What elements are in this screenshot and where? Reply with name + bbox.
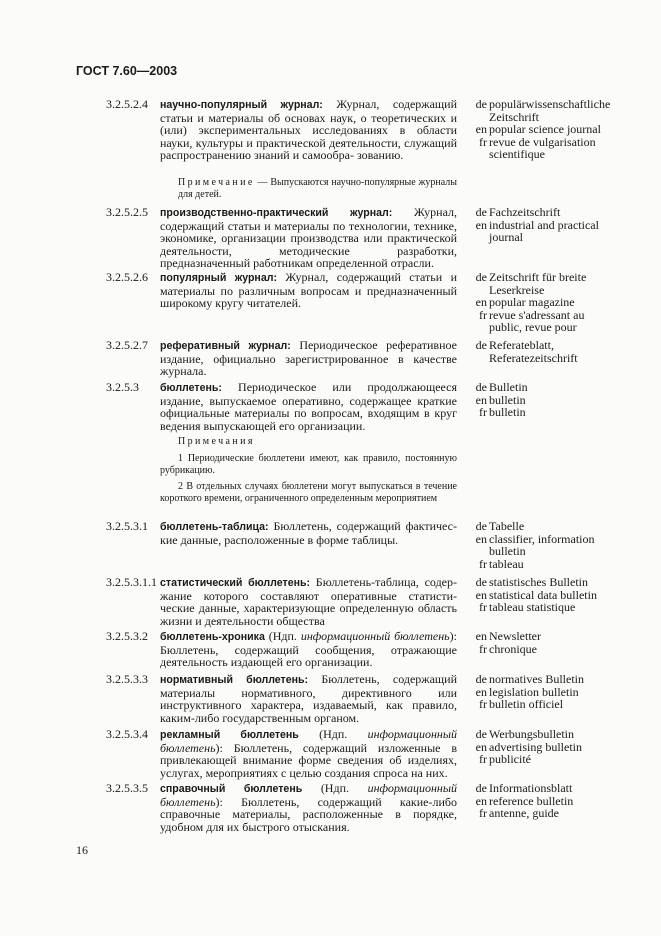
note: 2 В отдельных случаях бюллетени могут выпускаться в течение короткого времени, ограниченного определенным мероприятием	[160, 481, 457, 504]
translations: Fachzeitschrift industrial and practical journal	[489, 205, 599, 245]
translations: Referateblatt, Referatezeitschrift	[489, 338, 578, 365]
entry-term: справочный бюллетень	[160, 783, 303, 795]
language-codes: de en fr	[475, 781, 487, 821]
translations: Informationsblatt reference bulletin antenne, guide	[489, 781, 574, 821]
language-codes: de en fr	[475, 270, 487, 322]
entry-term: бюллетень-хроника	[160, 631, 265, 643]
entry-definition: бюллетень-хроника (Ндп. информационный бюллетень): Бюллетень, содержащий сообщения, отражающие деятельность издающей его организации.	[160, 629, 457, 670]
entry-term: бюллетень-таблица:	[160, 521, 269, 533]
entry-term: производственно-практический журнал:	[160, 207, 393, 219]
entry-number: 3.2.5.2.5	[106, 205, 148, 219]
language-codes: de en fr	[475, 97, 487, 149]
language-codes: de en fr	[475, 727, 487, 767]
entry-definition: справочный бюллетень (Ндп. информационный бюллетень): Бюллетень, содержащий какие-либо справочные материалы, расположенные в порядке, удобном для их быстрого отыскания.	[160, 781, 457, 834]
entry-definition: научно-популярный журнал: Журнал, содержащий статьи и материалы об основах наук, о теоретических и (или) экспериментальных исследованиях в области науки, культуры и практической деятельности, служащий распространению знаний и самообра- зованию.	[160, 97, 457, 163]
language-codes: de en	[475, 205, 487, 232]
entry-definition: производственно-практический журнал: Журнал, содержащий статьи и материалы по технологии, технике, экономике, организации производства или практической деятельности, методические разработки, предназначенный работникам определенной отрасли.	[160, 205, 458, 271]
translations: normatives Bulletin legislation bulletin bulletin officiel	[489, 672, 584, 712]
translations: statistisches Bulletin statistical data bulletin tableau statistique	[489, 575, 597, 615]
language-codes: de	[475, 338, 487, 352]
entry-number: 3.2.5.3.5	[106, 781, 148, 795]
translations: Werbungsbulletin advertising bulletin publicité	[489, 727, 582, 767]
notes-heading: Примечания	[178, 436, 255, 447]
entry-number: 3.2.5.2.4	[106, 97, 148, 111]
page-number: 16	[76, 843, 88, 857]
entry-term: популярный журнал:	[160, 272, 277, 284]
entry-definition: реферативный журнал: Периодическое реферативное издание, официально зарегистрированное в качестве журнала.	[160, 338, 457, 379]
entry-term: научно-популярный журнал:	[160, 99, 323, 111]
entry-term: реферативный журнал:	[160, 340, 291, 352]
entry-term: рекламный бюллетень	[160, 729, 299, 741]
entry-term: статистический бюллетень:	[160, 577, 311, 589]
document-header: ГОСТ 7.60—2003	[76, 64, 178, 78]
language-codes: en fr	[475, 629, 487, 656]
note: 1 Периодические бюллетени имеют, как правило, постоянную рубрикацию.	[160, 453, 457, 476]
entry-number: 3.2.5.3	[106, 380, 139, 394]
note: Примечание — Выпускаются научно-популярные журналы для детей.	[178, 177, 457, 200]
entry-number: 3.2.5.3.1.1	[106, 575, 157, 589]
entry-definition: бюллетень: Периодическое или продолжающееся издание, выпускаемое оперативно, содержащее краткие официальные материалы по вопросам, входящим в круг ведения выпускающей его организации.	[160, 380, 457, 433]
entry-number: 3.2.5.3.1	[106, 519, 148, 533]
translations: populärwissenschaftliche Zeitschrift popular science journal revue de vulgarisation scientifique	[489, 97, 611, 162]
entry-number: 3.2.5.3.3	[106, 672, 148, 686]
entry-definition: популярный журнал: Журнал, содержащий статьи и материалы по различным вопросам и предназначенный широкому кругу читателей.	[160, 270, 457, 311]
entry-definition: бюллетень-таблица: Бюллетень, содержащий фактичес- кие данные, расположенные в форме таблицы.	[160, 519, 457, 547]
entry-definition: нормативный бюллетень: Бюллетень, содержащий материалы нормативного, директивного или инструктивного характера, издаваемый, как правило, каким-либо государственным органом.	[160, 672, 458, 725]
entry-definition: рекламный бюллетень (Ндп. информационный бюллетень): Бюллетень, содержащий изложенные в привлекающей внимание форме сведения об изделиях, услугах, мероприятиях с целью создания спроса на них.	[160, 727, 457, 780]
translations: Newsletter chronique	[489, 629, 541, 656]
entry-definition: статистический бюллетень: Бюллетень-таблица, содер- жание которого составляют оперативные статисти- ческие данные, характеризующие определенную область жизни и деятельности общества	[160, 575, 457, 628]
entry-number: 3.2.5.2.6	[106, 270, 148, 284]
entry-number: 3.2.5.2.7	[106, 338, 148, 352]
translations: Tabelle classifier, information bulletin tableau	[489, 519, 595, 571]
entry-term: нормативный бюллетень:	[160, 674, 309, 686]
translations: Zeitschrift für breite Leserkreise popular magazine revue s'adressant au public, revue pour	[489, 270, 587, 335]
language-codes: de en fr	[475, 575, 487, 615]
entry-number: 3.2.5.3.4	[106, 727, 148, 741]
translations: Bulletin bulletin bulletin	[489, 380, 528, 420]
language-codes: de en fr	[475, 519, 487, 571]
language-codes: de en fr	[475, 380, 487, 420]
entry-term: бюллетень:	[160, 382, 222, 394]
entry-number: 3.2.5.3.2	[106, 629, 148, 643]
language-codes: de en fr	[475, 672, 487, 712]
